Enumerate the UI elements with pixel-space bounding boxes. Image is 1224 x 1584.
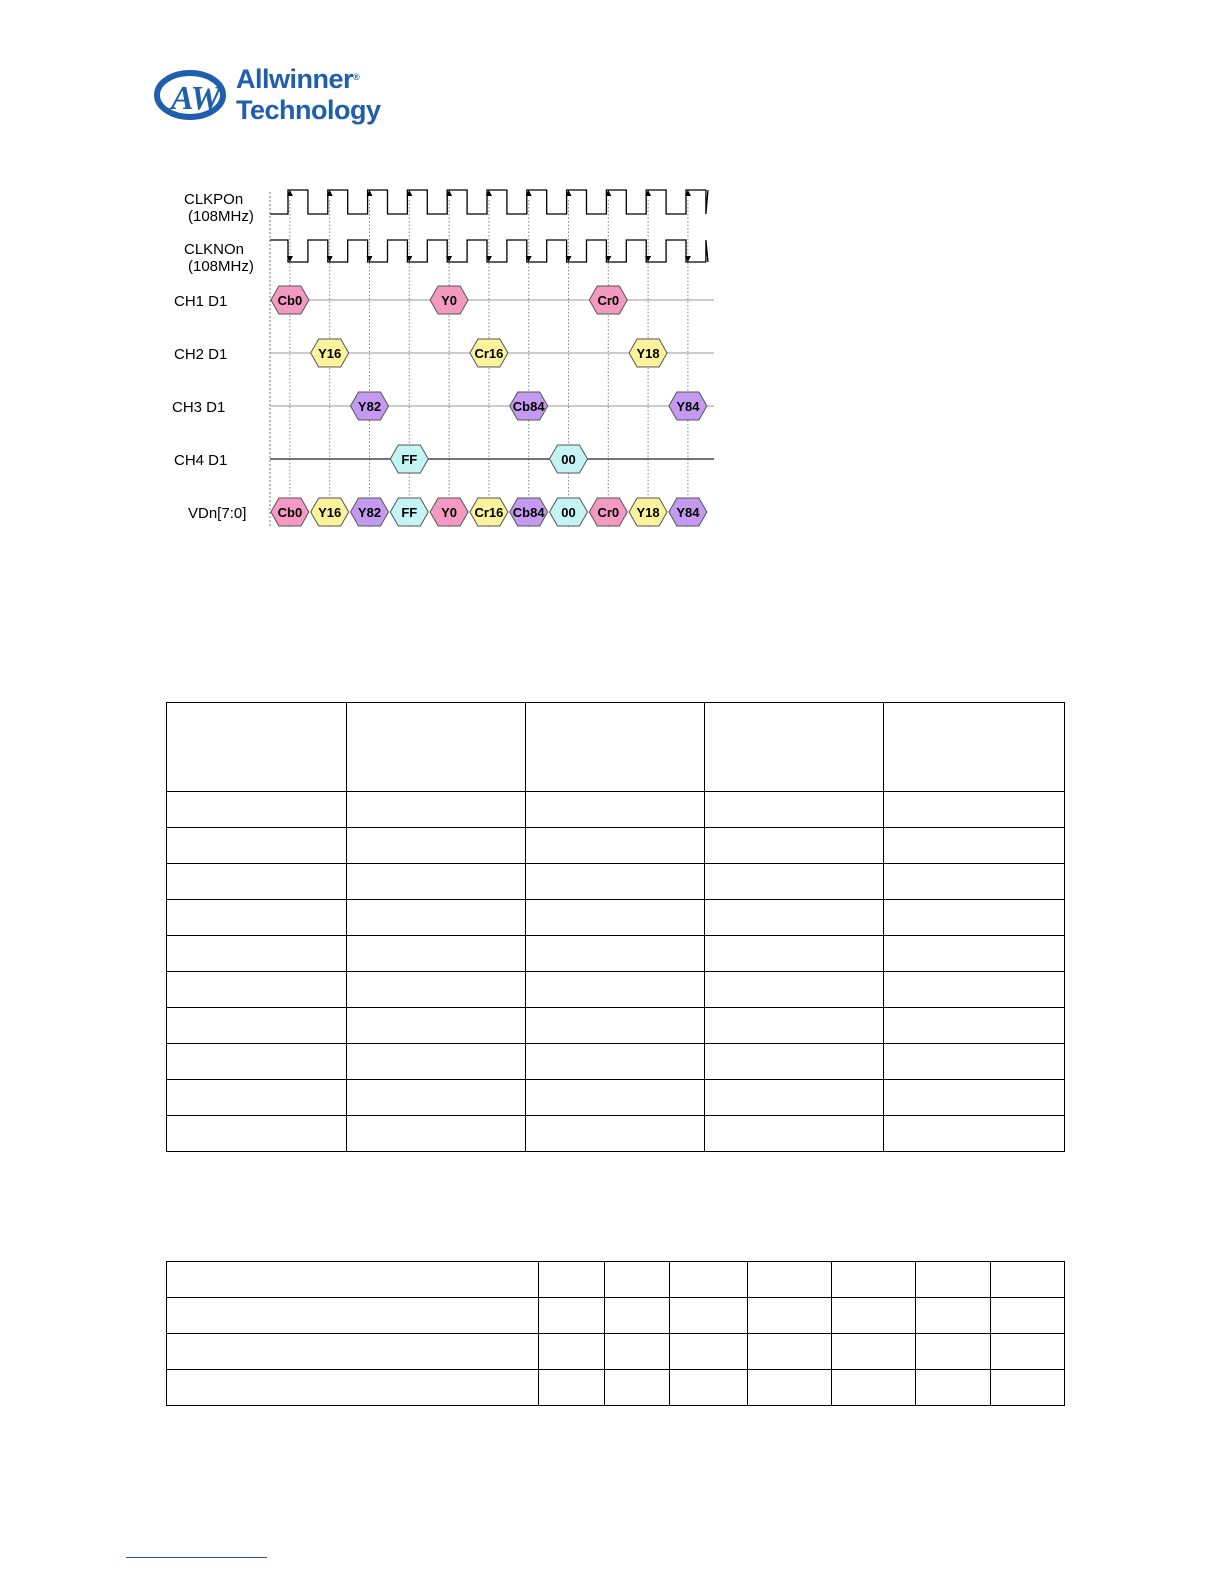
table-cell — [347, 900, 526, 936]
data-cell-label: Y0 — [441, 293, 458, 308]
table-cell — [884, 972, 1065, 1008]
data-cell-label: Y84 — [676, 505, 700, 520]
table-cell — [167, 864, 347, 900]
table-cell — [347, 828, 526, 864]
table-cell — [526, 900, 705, 936]
data-cell-label: Cr16 — [474, 346, 504, 361]
table-cell — [167, 703, 347, 792]
table-cell — [991, 1370, 1065, 1406]
table-cell — [526, 1044, 705, 1080]
table-cell — [705, 1116, 884, 1152]
data-cell-label: 00 — [561, 505, 576, 520]
table-cell — [884, 703, 1065, 792]
table-cell — [884, 900, 1065, 936]
data-cell-label: Y16 — [318, 346, 342, 361]
table-cell — [991, 1334, 1065, 1370]
table-cell — [884, 1116, 1065, 1152]
company-logo — [154, 64, 394, 130]
emblem-letters: AW — [171, 80, 221, 117]
data-cell-label: FF — [401, 505, 418, 520]
data-cell-label: Y84 — [676, 399, 700, 414]
table-cell — [605, 1334, 670, 1370]
table-cell — [347, 792, 526, 828]
table-cell — [705, 792, 884, 828]
table-cell — [526, 1080, 705, 1116]
table-cell — [167, 900, 347, 936]
table-cell — [167, 1080, 347, 1116]
table-cell — [705, 972, 884, 1008]
table-cell — [539, 1334, 605, 1370]
data-cell-label: Cr0 — [597, 505, 620, 520]
table-row — [167, 828, 1065, 864]
table-cell — [832, 1262, 916, 1298]
table-cell — [526, 936, 705, 972]
timing-parameter-table — [166, 1261, 1065, 1406]
clock-frequency: (108MHz) — [188, 258, 254, 275]
table-cell — [748, 1334, 832, 1370]
table-row — [167, 1008, 1065, 1044]
table-cell — [670, 1262, 748, 1298]
table-cell — [167, 1262, 539, 1298]
table-row — [167, 1262, 1065, 1298]
table-cell — [916, 1334, 991, 1370]
table-cell — [670, 1370, 748, 1406]
table-row — [167, 864, 1065, 900]
table-cell — [167, 1298, 539, 1334]
channel-row — [174, 339, 714, 367]
table-cell — [884, 936, 1065, 972]
clock-frequency: (108MHz) — [188, 208, 254, 225]
table-cell — [347, 864, 526, 900]
table-cell — [526, 703, 705, 792]
table-row — [167, 792, 1065, 828]
table-cell — [167, 1116, 347, 1152]
table-cell — [916, 1298, 991, 1334]
channel-name: CH1 D1 — [174, 293, 228, 310]
brand-line1: Allwinner — [236, 64, 354, 94]
table-row — [167, 936, 1065, 972]
table-cell — [670, 1298, 748, 1334]
table-cell — [916, 1262, 991, 1298]
table-cell — [748, 1262, 832, 1298]
table-row — [167, 1334, 1065, 1370]
table-cell — [705, 864, 884, 900]
clock-waveform — [270, 190, 708, 214]
table-row — [167, 1370, 1065, 1406]
bus-name: VDn[7:0] — [188, 505, 247, 522]
data-cell-label: Y18 — [636, 346, 660, 361]
table-cell — [347, 703, 526, 792]
table-row — [167, 900, 1065, 936]
data-cell-label: Y82 — [357, 505, 382, 520]
table-cell — [916, 1370, 991, 1406]
table-row — [167, 1298, 1065, 1334]
table-cell — [605, 1262, 670, 1298]
data-cell-label: Y0 — [441, 505, 458, 520]
table-cell — [748, 1298, 832, 1334]
parameter-table — [166, 702, 1065, 1152]
data-cell-label: Cr0 — [597, 293, 620, 308]
table-cell — [347, 1116, 526, 1152]
table-cell — [347, 1008, 526, 1044]
table-cell — [705, 828, 884, 864]
data-cell-label: 00 — [561, 452, 576, 467]
channel-name: CH2 D1 — [174, 346, 228, 363]
table-cell — [167, 1370, 539, 1406]
table-cell — [605, 1298, 670, 1334]
table-cell — [526, 828, 705, 864]
table-cell — [670, 1334, 748, 1370]
table-cell — [526, 864, 705, 900]
timing-diagram — [160, 182, 730, 538]
table-cell — [526, 972, 705, 1008]
data-cell-label: Y18 — [636, 505, 660, 520]
table-cell — [705, 1044, 884, 1080]
table-cell — [705, 1080, 884, 1116]
table-row — [167, 1044, 1065, 1080]
table-cell — [167, 972, 347, 1008]
data-cell-label: Cr16 — [474, 505, 504, 520]
table-cell — [167, 1008, 347, 1044]
table-cell — [539, 1370, 605, 1406]
data-cell-label: Y82 — [357, 399, 382, 414]
bus-row — [188, 498, 707, 526]
data-cell-label: Cb0 — [277, 505, 303, 520]
table-cell — [884, 1044, 1065, 1080]
clock-signal-name: CLKNOn — [184, 241, 245, 258]
footer-link-underline — [126, 1557, 267, 1558]
table-cell — [991, 1262, 1065, 1298]
data-cell-label: Cb84 — [512, 399, 545, 414]
table-cell — [705, 900, 884, 936]
channel-row — [174, 286, 714, 314]
table-cell — [832, 1370, 916, 1406]
table-cell — [167, 828, 347, 864]
channel-name: CH4 D1 — [174, 452, 228, 469]
table-header-row — [167, 703, 1065, 792]
channel-row — [172, 392, 714, 420]
brand-line2: Technology — [236, 95, 381, 125]
data-cell-label: FF — [401, 452, 418, 467]
table-cell — [748, 1370, 832, 1406]
data-cell-label: Y16 — [318, 505, 342, 520]
allwinner-emblem-icon — [154, 64, 234, 130]
table-cell — [884, 1080, 1065, 1116]
table-row — [167, 1080, 1065, 1116]
clock-signal-name: CLKPOn — [184, 191, 244, 208]
table-row — [167, 1116, 1065, 1152]
registered-mark-icon: ® — [353, 72, 360, 82]
table-cell — [884, 792, 1065, 828]
table-cell — [347, 1044, 526, 1080]
table-cell — [167, 792, 347, 828]
table-cell — [347, 1080, 526, 1116]
table-cell — [167, 1334, 539, 1370]
table-row — [167, 972, 1065, 1008]
table-cell — [167, 936, 347, 972]
table-cell — [705, 936, 884, 972]
data-cell-label: Cb0 — [277, 293, 303, 308]
table-cell — [167, 1044, 347, 1080]
channel-name: CH3 D1 — [172, 399, 226, 416]
data-cell-label: Cb84 — [512, 505, 545, 520]
table-cell — [347, 972, 526, 1008]
table-cell — [991, 1298, 1065, 1334]
table-cell — [526, 1116, 705, 1152]
table-cell — [347, 936, 526, 972]
table-cell — [539, 1262, 605, 1298]
table-cell — [526, 792, 705, 828]
table-cell — [884, 864, 1065, 900]
table-cell — [705, 1008, 884, 1044]
channel-row — [174, 445, 714, 473]
table-cell — [884, 1008, 1065, 1044]
table-cell — [539, 1298, 605, 1334]
table-cell — [832, 1334, 916, 1370]
table-cell — [705, 703, 884, 792]
table-cell — [526, 1008, 705, 1044]
table-cell — [832, 1298, 916, 1334]
table-cell — [884, 828, 1065, 864]
table-cell — [605, 1370, 670, 1406]
